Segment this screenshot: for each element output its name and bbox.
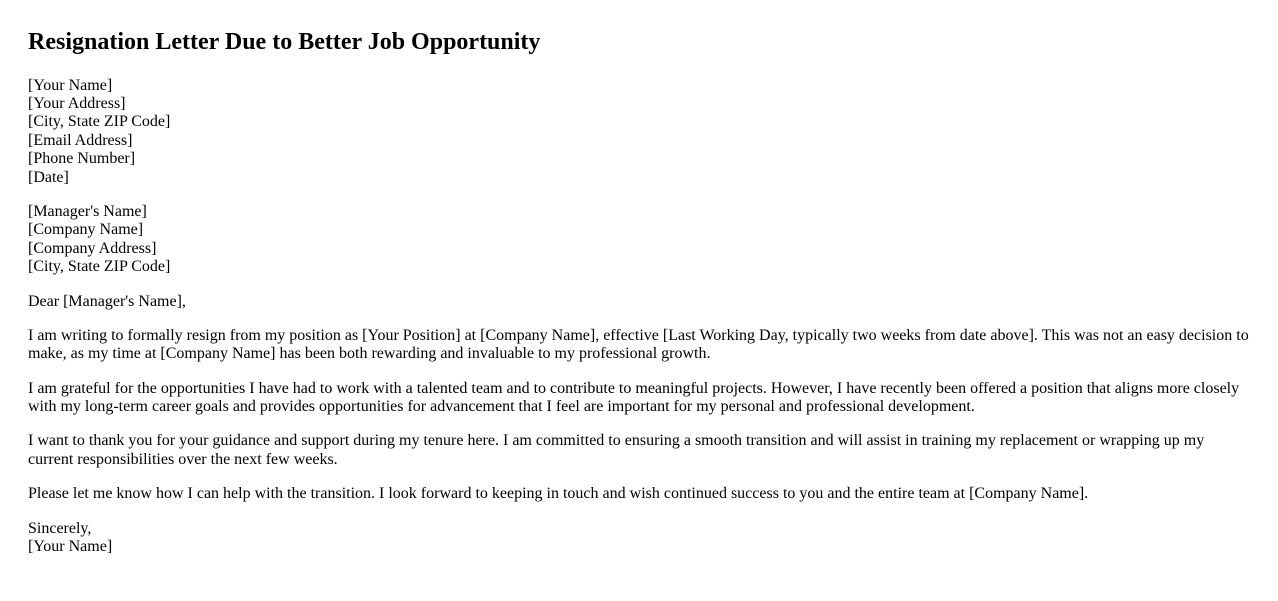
- letter-paragraph-transition: I want to thank you for your guidance and support during my tenure here. I am committed to ensuring a smooth transition and will assist in training my replacement or wrapping up my current responsibilities over the next few weeks.: [28, 432, 1205, 468]
- sender-city-line: [City, State ZIP Code]: [28, 113, 171, 131]
- salutation: Dear [Manager's Name],: [28, 292, 186, 310]
- sender-address-line: [Your Address]: [28, 94, 126, 112]
- letter-paragraph-resignation: I am writing to formally resign from my position as [Your Position] at [Company Name], effective [Last Working Day, typically two weeks from date above]. This was not an easy decision to make, as my time at [Company Name] has been both rewarding and invaluable to my professional growth.: [28, 326, 1249, 363]
- recipient-company-line: [Company Name]: [28, 221, 144, 239]
- valediction: Sincerely,: [28, 519, 92, 537]
- page-title: Resignation Letter Due to Better Job Opportunity: [28, 29, 541, 55]
- signature-name: [Your Name]: [28, 538, 113, 556]
- sender-name-line: [Your Name]: [28, 76, 113, 94]
- sender-address-block: [28, 77, 1250, 187]
- recipient-manager-line: [Manager's Name]: [28, 202, 147, 220]
- recipient-address-block: [28, 203, 1250, 277]
- letter-paragraph-gratitude: I am grateful for the opportunities I have had to work with a talented team and to contribute to meaningful projects. However, I have recently been offered a position that aligns more closely with my long-term career goals and provides opportunities for advancement that I feel are important for my personal and professional development.: [28, 379, 1240, 416]
- sender-phone-line: [Phone Number]: [28, 150, 136, 168]
- sender-date-line: [Date]: [28, 168, 69, 186]
- recipient-city-line: [City, State ZIP Code]: [28, 258, 171, 276]
- sender-email-line: [Email Address]: [28, 131, 133, 149]
- recipient-address-line: [Company Address]: [28, 239, 157, 257]
- letter-paragraph-farewell: Please let me know how I can help with the transition. I look forward to keeping in touch and wish continued success to you and the entire team at [Company Name].: [28, 485, 1089, 503]
- closing-block: [28, 520, 1250, 557]
